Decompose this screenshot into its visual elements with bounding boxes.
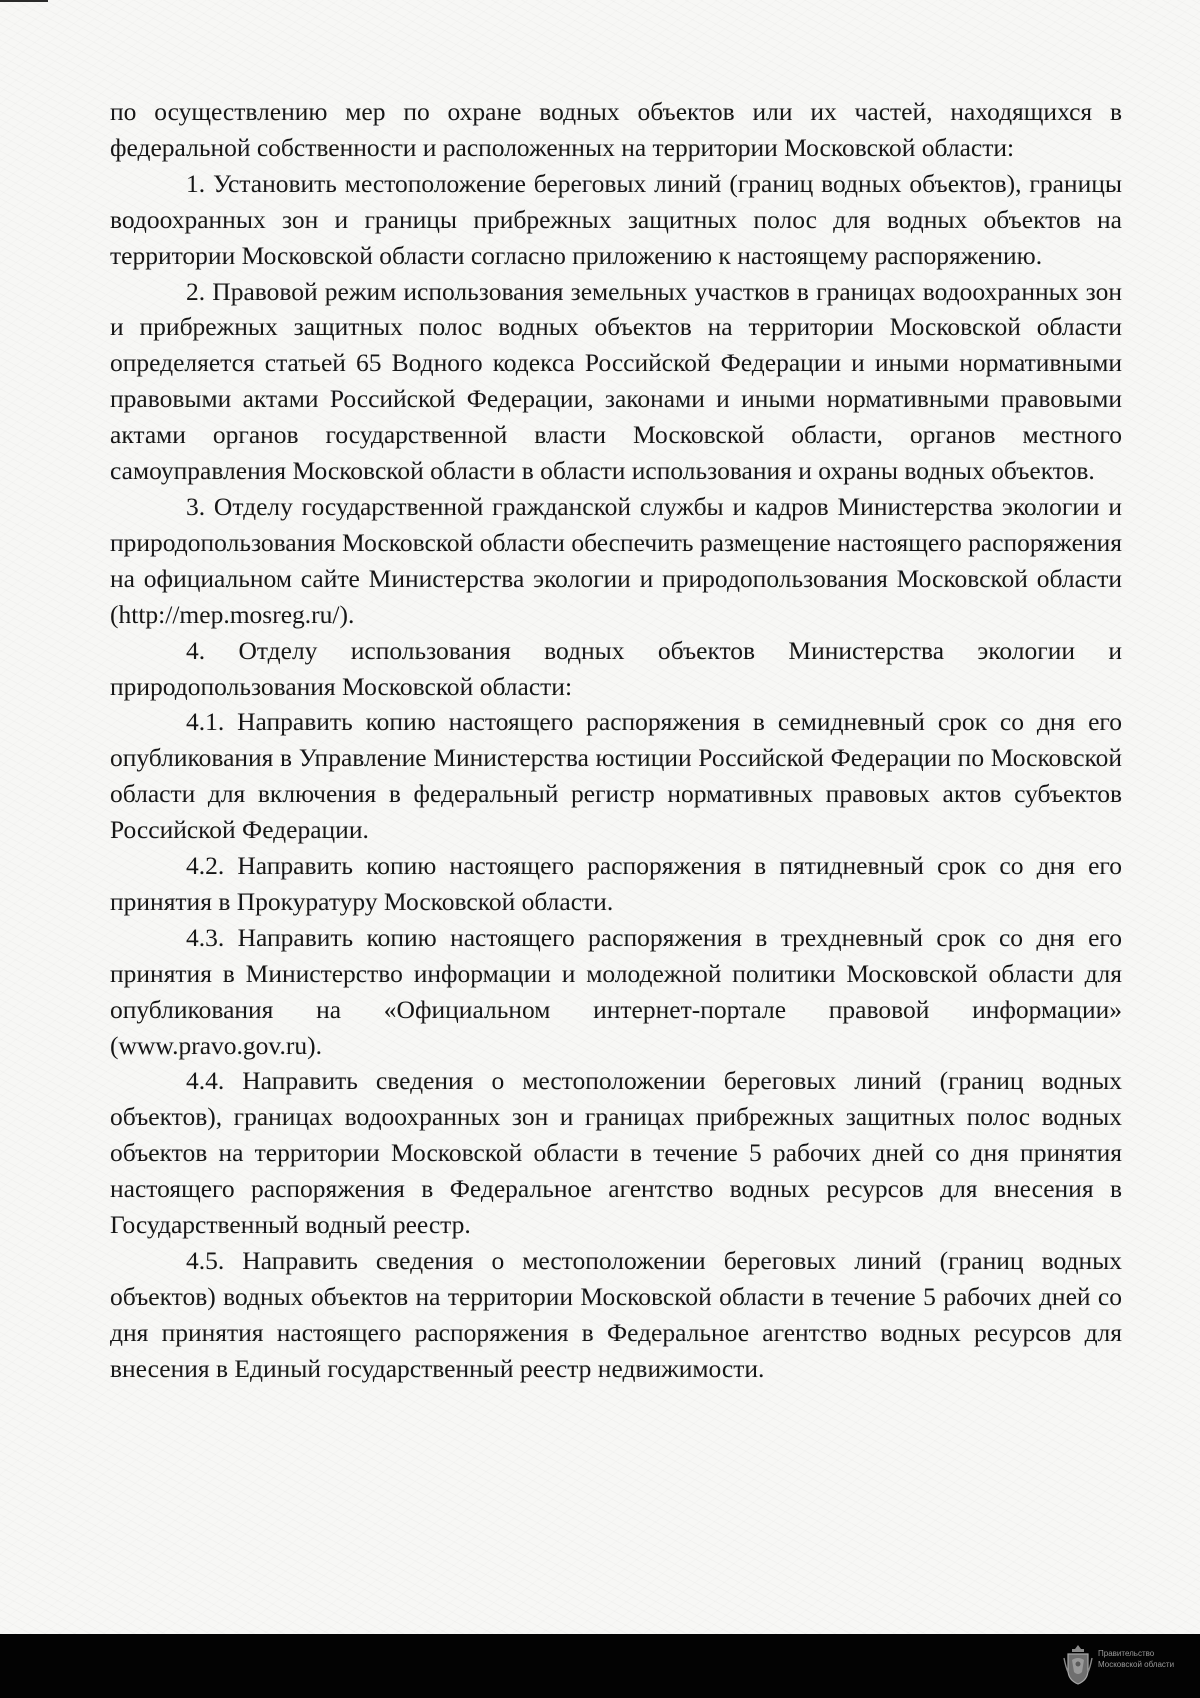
document-body: [110, 94, 1122, 1387]
paragraph-item-4: 4. Отделу использования водных объектов Министерства экологии и природопользования Московской области:: [110, 635, 1122, 701]
footer-caption-line2: Московской области: [1098, 1660, 1175, 1669]
footer-caption-line1: Правительство: [1098, 1649, 1155, 1658]
paragraph-item-2: 2. Правовой режим использования земельных участков в границах водоохранных зон и прибрежных защитных полос водных объектов на территории Московской области определяется статьей 65 Водного кодекса Российской Федерации и иными нормативными правовыми актами Российской Федерации, законами и иными нормативными правовыми актами органов государственной власти Московской области, органов местного самоуправления Московской области в области использования и охраны водных объектов.: [110, 276, 1122, 486]
paragraph-item-4-3: 4.3. Направить копию настоящего распоряжения в трехдневный срок со дня его принятия в Министерство информации и молодежной политики Московской области для опубликования на «Официальном интернет-портале правовой информации» (www.pravo.gov.ru).: [110, 922, 1122, 1060]
paragraph-intro-continuation: по осуществлению мер по охране водных объектов или их частей, находящихся в федеральной собственности и расположенных на территории Московской области:: [110, 97, 1122, 162]
top-edge-rule: [0, 0, 48, 2]
moscow-region-coat-of-arms-icon: [1062, 1642, 1094, 1686]
paragraph-item-4-4: 4.4. Направить сведения о местоположении береговых линий (границ водных объектов), границах водоохранных зон и границах прибрежных защитных полос водных объектов на территории Московской области в течение 5 рабочих дней со дня принятия настоящего распоряжения в Федеральное агентство водных ресурсов для внесения в Государственный водный реестр.: [110, 1066, 1122, 1240]
footer-caption: [1098, 1648, 1194, 1670]
paragraph-item-4-1: 4.1. Направить копию настоящего распоряжения в семидневный срок со дня его опубликования в Управление Министерства юстиции Российской Федерации по Московской области для включения в федеральный регистр нормативных правовых актов субъектов Российской Федерации.: [110, 707, 1122, 845]
scan-footer-bar: [0, 1634, 1200, 1698]
paragraph-item-3: 3. Отделу государственной гражданской службы и кадров Министерства экологии и природопользования Московской области обеспечить размещение настоящего распоряжения на официальном сайте Министерства экологии и природопользования Московской области (http://mep.mosreg.ru/).: [110, 491, 1122, 629]
paragraph-item-1: 1. Установить местоположение береговых линий (границ водных объектов), границы водоохранных зон и границы прибрежных защитных полос для водных объектов на территории Московской области согласно приложению к настоящему распоряжению.: [110, 168, 1122, 270]
paragraph-item-4-5: 4.5. Направить сведения о местоположении береговых линий (границ водных объектов) водных объектов на территории Московской области в течение 5 рабочих дней со дня принятия настоящего распоряжения в Федеральное агентство водных ресурсов для внесения в Единый государственный реестр недвижимости.: [110, 1246, 1122, 1383]
paragraph-item-4-2: 4.2. Направить копию настоящего распоряжения в пятидневный срок со дня его принятия в Прокуратуру Московской области.: [110, 851, 1122, 916]
